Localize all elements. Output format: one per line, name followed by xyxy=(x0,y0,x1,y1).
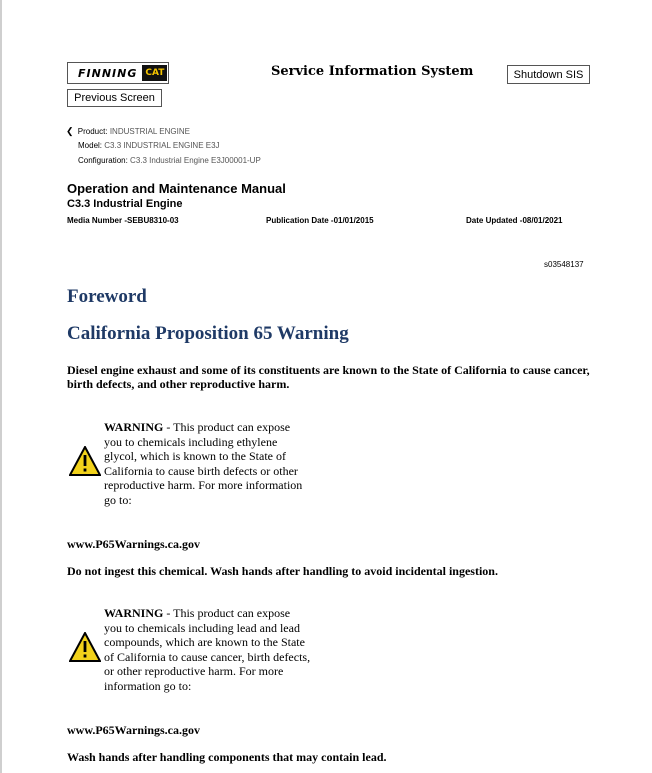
warning-triangle-icon xyxy=(69,446,101,476)
breadcrumb-product[interactable] xyxy=(66,126,190,137)
warning-2-note: Wash hands after handling components that may contain lead. xyxy=(67,750,387,764)
config-label: Configuration: xyxy=(78,156,128,165)
warning-2-text: WARNING - This product can expose you to chemicals including lead and lead compounds, which are known to the State of California to cause cancer, birth defects, or other reproductive harm. For more information go to: xyxy=(104,606,311,693)
product-value: INDUSTRIAL ENGINE xyxy=(109,127,190,136)
foreword-heading: Foreword xyxy=(67,286,147,307)
section-title: California Proposition 65 Warning xyxy=(67,323,349,344)
finning-cat-logo xyxy=(67,62,169,84)
previous-screen-button[interactable]: Previous Screen xyxy=(67,89,162,107)
model-value: C3.3 INDUSTRIAL ENGINE E3J xyxy=(104,141,220,150)
publication-date: Publication Date -01/01/2015 xyxy=(266,216,374,225)
page-left-border xyxy=(0,0,2,773)
warning-1-note: Do not ingest this chemical. Wash hands after handling to avoid incidental ingestion. xyxy=(67,564,498,578)
date-updated: Date Updated -08/01/2021 xyxy=(466,216,563,225)
product-label: Product: xyxy=(77,127,108,136)
app-title: Service Information System xyxy=(271,64,474,79)
logo-text: FINNING xyxy=(78,66,138,80)
document-id: s03548137 xyxy=(544,260,584,269)
warning-2-label: WARNING xyxy=(104,606,164,620)
warning-triangle-icon xyxy=(69,632,101,662)
model-label: Model: xyxy=(78,141,103,150)
breadcrumb-configuration xyxy=(78,156,261,165)
warning-1-label: WARNING xyxy=(104,420,164,434)
shutdown-sis-button[interactable]: Shutdown SIS xyxy=(507,65,590,84)
warning-1-url: www.P65Warnings.ca.gov xyxy=(67,537,201,551)
chevron-left-icon[interactable]: ❮ xyxy=(66,126,74,136)
config-value: C3.3 Industrial Engine E3J00001-UP xyxy=(130,156,261,165)
manual-title: Operation and Maintenance Manual xyxy=(67,181,286,196)
media-number: Media Number -SEBU8310-03 xyxy=(67,216,179,225)
breadcrumb-model xyxy=(78,141,220,150)
cat-badge: CAT xyxy=(142,65,167,81)
engine-title: C3.3 Industrial Engine xyxy=(67,198,183,210)
warning-1-text: WARNING - This product can expose you to chemicals including ethylene glycol, which is known to the State of California to cause birth defects or other reproductive harm. For more information go to: xyxy=(104,420,303,507)
warning-2-url: www.P65Warnings.ca.gov xyxy=(67,723,201,737)
intro-paragraph: Diesel engine exhaust and some of its constituents are known to the State of California to cause cancer, birth defects, and other reproductive harm. xyxy=(67,363,590,391)
